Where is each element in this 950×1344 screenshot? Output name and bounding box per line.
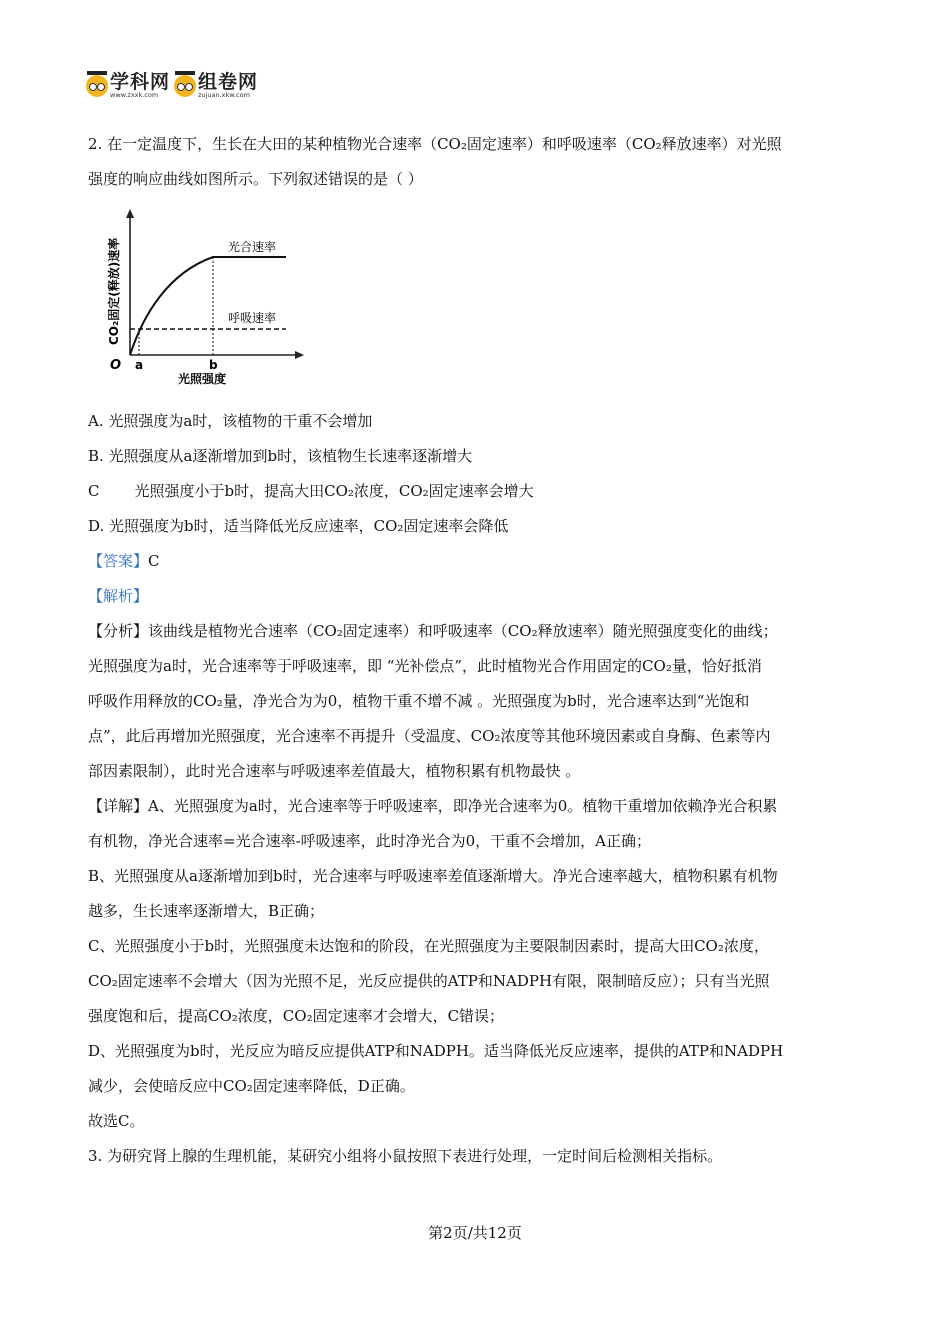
analysis-line: 呼吸作用释放的CO₂量，净光合为为0，植物干重不增不减 。光照强度为b时，光合速率达到“光饱和 xyxy=(88,692,750,710)
analysis-line: 【分析】该曲线是植物光合速率（CO₂固定速率）和呼吸速率（CO₂释放速率）随光照强度变化的曲线； xyxy=(88,622,778,640)
option-b: B. 光照强度从a逐渐增加到b时，该植物生长速率逐渐增大 xyxy=(88,447,473,465)
site-logo xyxy=(86,72,258,99)
detail-line: 减少，会使暗反应中CO₂固定速率降低，D正确。 xyxy=(88,1077,415,1095)
detail-line: 【详解】A、光照强度为a时，光合速率等于呼吸速率，即净光合速率为0。植物干重增加依赖净光合积累 xyxy=(88,797,778,815)
series-line-photosynthesis xyxy=(130,257,286,355)
detail-line: D、光照强度为b时，光反应为暗反应提供ATP和NADPH。适当降低光反应速率，提供的ATP和NADPH xyxy=(88,1042,784,1060)
detail-line: B、光照强度从a逐渐增加到b时，光合速率与呼吸速率差值逐渐增大。净光合速率越大，植物积累有机物 xyxy=(88,867,778,885)
option-c-letter: C xyxy=(88,482,100,500)
option-c-text: 光照强度小于b时，提高大田CO₂浓度，CO₂固定速率会增大 xyxy=(134,482,534,500)
answer-line xyxy=(88,544,866,579)
x-axis-arrow-icon xyxy=(295,351,304,359)
photosynthesis-chart xyxy=(98,205,308,385)
question-stem-line-1: 2. 在一定温度下，生长在大田的某种植物光合速率（CO₂固定速率）和呼吸速率（CO₂释放速率）对光照 xyxy=(88,135,782,153)
page-footer: 第2页/共12页 xyxy=(428,1224,522,1242)
detail-line: 有机物，净光合速率=光合速率-呼吸速率，此时净光合为0，干重不会增加，A正确； xyxy=(88,832,652,850)
owl-mascot-icon xyxy=(174,75,196,97)
document-body xyxy=(88,127,866,1174)
y-axis-label: CO₂固定(释放)速率 xyxy=(107,237,121,345)
analysis-line: 部因素限制），此时光合速率与呼吸速率差值最大，植物积累有机物最快 。 xyxy=(88,762,581,780)
origin-label: O xyxy=(110,358,122,373)
series-label-respiration: 呼吸速率 xyxy=(228,311,277,325)
series-label-photosynthesis: 光合速率 xyxy=(228,240,277,254)
option-a: A. 光照强度为a时，该植物的干重不会增加 xyxy=(88,412,373,430)
answer-tag: 【答案】 xyxy=(88,552,149,570)
logo-url-left: www.zxxk.com xyxy=(110,91,159,99)
logo-name-right: 组卷网 xyxy=(198,71,259,93)
answer-value: C xyxy=(148,552,160,570)
detail-line: 故选C。 xyxy=(88,1112,145,1130)
question-stem-line-2: 强度的响应曲线如图所示。下列叙述错误的是（ ） xyxy=(88,170,423,188)
analysis-line: 光照强度为a时，光合速率等于呼吸速率，即 “光补偿点”，此时植物光合作用固定的CO₂量，恰好抵消 xyxy=(88,657,762,675)
option-d: D. 光照强度为b时，适当降低光反应速率，CO₂固定速率会降低 xyxy=(88,517,509,535)
y-axis-arrow-icon xyxy=(126,209,134,218)
detail-line: 越多，生长速率逐渐增大，B正确； xyxy=(88,902,325,920)
x-tick-b: b xyxy=(209,358,218,372)
x-axis-label: 光照强度 xyxy=(178,372,227,385)
zujuan-logo xyxy=(174,72,258,99)
option-c xyxy=(88,474,866,509)
logo-url-right: zujuan.xkw.com xyxy=(198,91,250,99)
next-question-stem: 3. 为研究肾上腺的生理机能，某研究小组将小鼠按照下表进行处理，一定时间后检测相关指标。 xyxy=(88,1147,723,1165)
analysis-line: 点”，此后再增加光照强度，光合速率不再提升（受温度、CO₂浓度等其他环境因素或自身酶、色素等内 xyxy=(88,727,771,745)
detail-line: C、光照强度小于b时，光照强度未达饱和的阶段，在光照强度为主要限制因素时，提高大田CO₂浓度， xyxy=(88,937,769,955)
logo-name-left: 学科网 xyxy=(110,71,171,93)
xueke-logo xyxy=(86,72,170,99)
x-tick-a: a xyxy=(135,358,144,372)
owl-mascot-icon xyxy=(86,75,108,97)
detail-line: 强度饱和后，提高CO₂浓度，CO₂固定速率才会增大，C错误； xyxy=(88,1007,505,1025)
analysis-tag: 【解析】 xyxy=(88,587,149,605)
detail-line: CO₂固定速率不会增大（因为光照不足，光反应提供的ATP和NADPH有限，限制暗反应）；只有当光照 xyxy=(88,972,770,990)
